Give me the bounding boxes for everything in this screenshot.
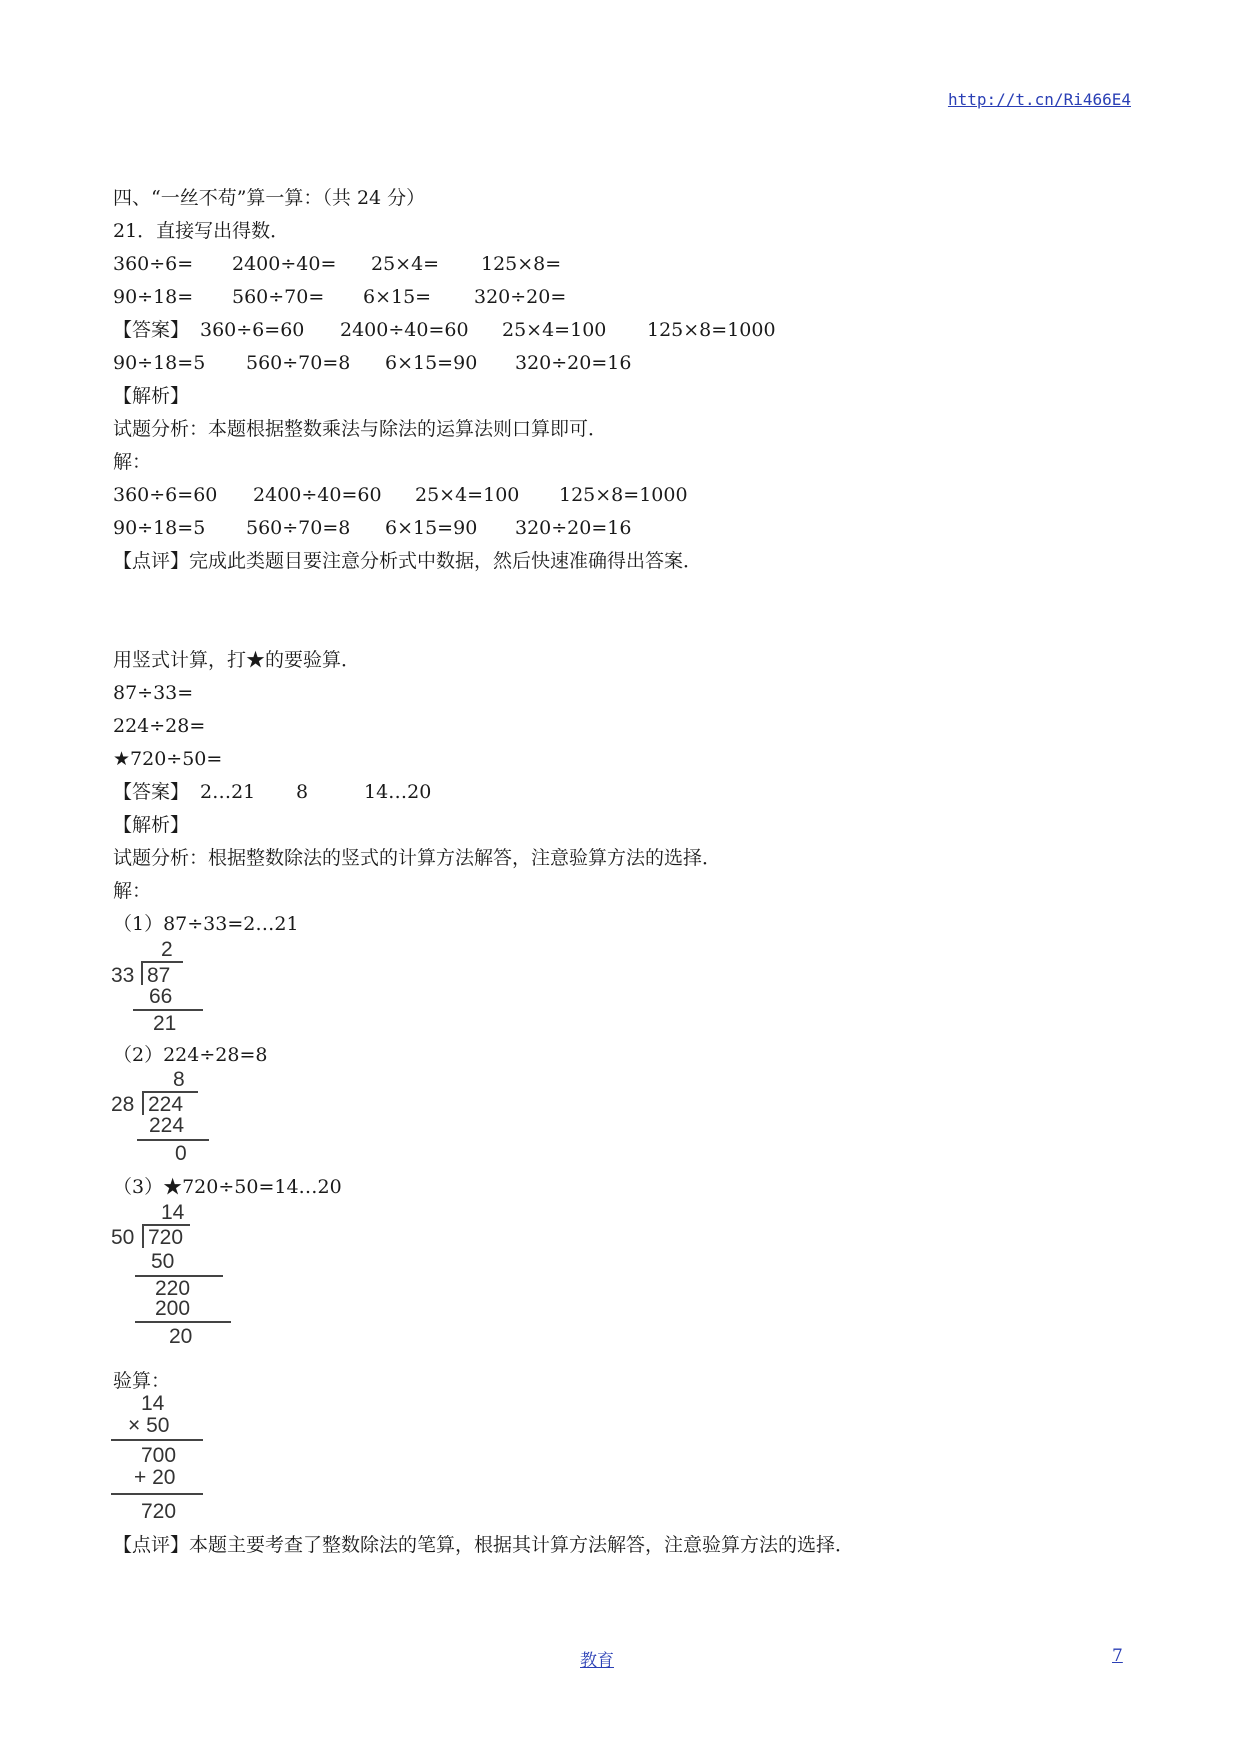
q21-answer: 25×4=100 [502,319,607,341]
q21-answer: 90÷18=5 [113,352,206,374]
q21-expr: 360÷6= [113,253,194,275]
ld-remainder: 21 [153,1012,177,1035]
ld-subtrahend: 224 [149,1114,185,1137]
check-addend: + 20 [134,1466,176,1489]
q21-row1 [113,252,1013,276]
q21-answer-row2 [113,351,1013,375]
ld-divisor: 28 [111,1093,135,1116]
q21-answer: 560÷70=8 [246,352,351,374]
q22-analysis: 试题分析：根据整数除法的竖式的计算方法解答，注意验算方法的选择． [113,847,722,869]
q21-solution: 6×15=90 [385,517,478,539]
q21-expr: 320÷20= [474,286,567,308]
section-title: 四、“一丝不苟”算一算：（共 24 分） [113,187,426,209]
ld-subtrahend: 50 [151,1250,175,1273]
check-label: 验算： [113,1370,171,1392]
q22-comment: 【点评】本题主要考查了整数除法的笔算，根据其计算方法解答，注意验算方法的选择． [113,1534,855,1556]
q21-solution: 2400÷40=60 [253,484,382,506]
ld-dividend: 720 [148,1226,184,1249]
check-product: 700 [141,1444,177,1467]
q22-prompt: 用竖式计算，打★的要验算． [113,649,361,671]
q21-solution-row1 [113,483,1013,507]
q21-comment: 【点评】完成此类题目要注意分析式中数据，然后快速准确得出答案． [113,550,703,572]
q21-row2 [113,285,1013,309]
check-multiplier: × 50 [128,1414,170,1437]
footer-link[interactable]: 教育 [580,1651,614,1671]
ld-divisor: 50 [111,1226,135,1249]
analysis-label: 【解析】 [113,385,190,407]
q21-prompt: 21．直接写出得数． [113,220,290,242]
q21-expr: 2400÷40= [232,253,337,275]
division-bar [141,961,183,963]
q22-answer: 2…21 [200,781,256,803]
check-multiplicand: 14 [141,1392,165,1415]
q22-step1: （1）87÷33=2…21 [113,913,299,935]
ld-quotient: 2 [161,938,173,961]
ld-remainder: 20 [169,1325,193,1348]
ld-divisor: 33 [111,964,135,987]
ld-quotient: 14 [161,1201,185,1224]
division-bracket [141,961,143,985]
q21-expr: 560÷70= [232,286,325,308]
q21-solution: 560÷70=8 [246,517,351,539]
subtract-line [137,1139,209,1141]
q22-item: 87÷33= [113,682,194,704]
q21-answer: 125×8=1000 [647,319,776,341]
q21-solution-row2 [113,516,1013,540]
q21-answer: 6×15=90 [385,352,478,374]
q21-expr: 125×8= [481,253,562,275]
q22-step3: （3）★720÷50=14…20 [113,1176,342,1198]
subtract-line [135,1321,231,1323]
q21-solution: 25×4=100 [415,484,520,506]
add-line [111,1493,203,1495]
q21-answer-row1 [113,318,1013,342]
q21-answer: 360÷6=60 [200,319,305,341]
division-bracket [142,1224,144,1248]
ld-remainder: 0 [175,1142,187,1165]
division-bracket [142,1091,144,1115]
answer-label: 【答案】 [113,319,190,341]
ld-dividend: 87 [147,964,171,987]
q21-answer: 320÷20=16 [515,352,632,374]
multiply-line [111,1439,203,1441]
q21-expr: 6×15= [363,286,432,308]
q21-expr: 90÷18= [113,286,194,308]
ld-subtrahend: 200 [155,1297,191,1320]
page-number[interactable]: 7 [1112,1646,1123,1666]
ld-dividend: 224 [148,1093,184,1116]
check-result: 720 [141,1500,177,1523]
q22-item: ★720÷50= [113,748,223,770]
q22-answer: 14…20 [364,781,432,803]
q22-answer: 8 [296,781,309,803]
q21-expr: 25×4= [371,253,440,275]
q21-answer: 2400÷40=60 [340,319,469,341]
q21-solution: 320÷20=16 [515,517,632,539]
solution-label: 解： [113,880,152,902]
verification-calc [111,1393,211,1527]
q21-solution: 125×8=1000 [559,484,688,506]
solution-label: 解： [113,451,152,473]
long-division-2 [111,1069,221,1167]
q21-analysis: 试题分析：本题根据整数乘法与除法的运算法则口算即可． [113,418,608,440]
q22-step2: （2）224÷28=8 [113,1044,268,1066]
subtract-line [133,1009,203,1011]
answer-label: 【答案】 [113,781,190,803]
q22-item: 224÷28= [113,715,206,737]
long-division-1 [111,939,211,1037]
q22-answer-row [113,780,1013,804]
long-division-3 [111,1202,231,1352]
analysis-label: 【解析】 [113,814,190,836]
ld-partial: 220 [155,1277,191,1300]
header-link[interactable]: http://t.cn/Ri466E4 [947,90,1131,109]
ld-quotient: 8 [173,1068,185,1091]
ld-subtrahend: 66 [149,985,173,1008]
q21-solution: 90÷18=5 [113,517,206,539]
q21-solution: 360÷6=60 [113,484,218,506]
